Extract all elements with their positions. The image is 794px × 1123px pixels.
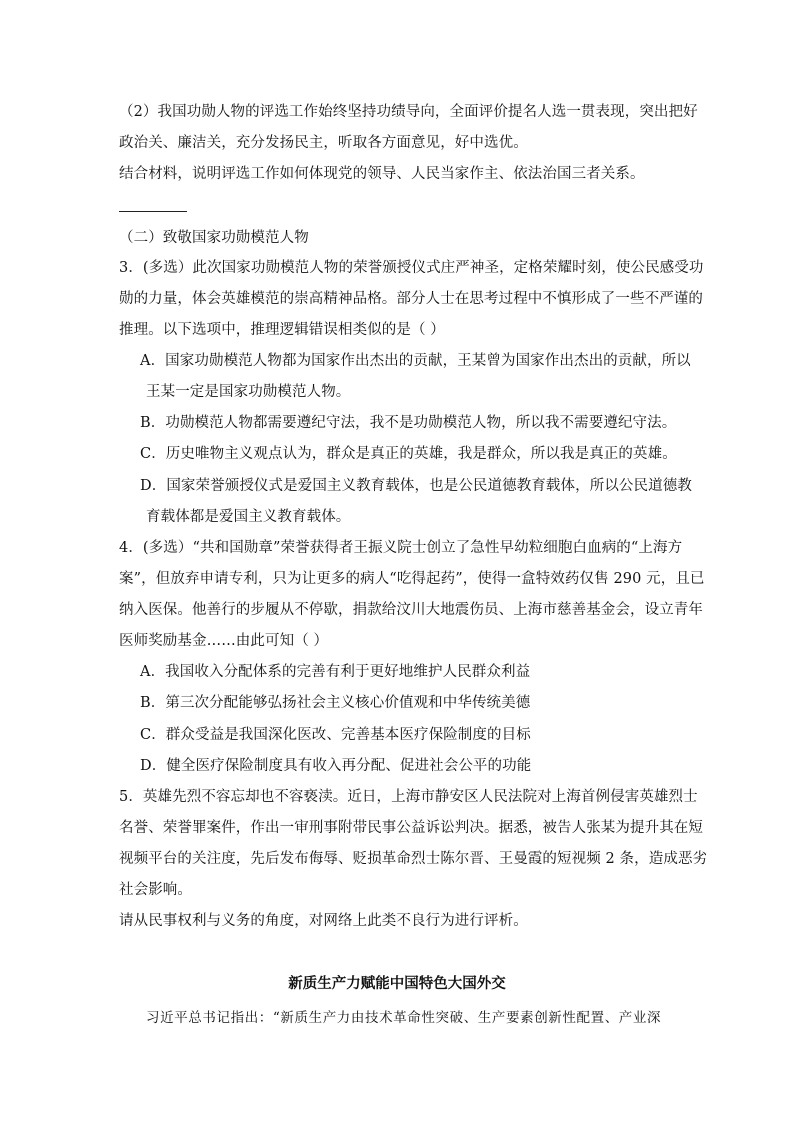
q4-option-d: D．健全医疗保险制度具有收入再分配、促进社会公平的功能 — [140, 758, 532, 774]
q3-option-c: C．历史唯物主义观点认为，群众是真正的英雄，我是群众，所以我是真正的英雄。 — [140, 446, 677, 462]
q5-question: 请从民事权利与义务的角度，对网络上此类不良行为进行评析。 — [119, 913, 528, 929]
q5-stem-3: 视频平台的关注度，先后发布侮辱、贬损革命烈士陈尔晋、王曼霞的短视频 2 条，造成恶劣 — [119, 851, 708, 867]
q3-stem-2: 勋的力量，体会英雄模范的崇高精神品格。部分人士在思考过程中不慎形成了一些不严谨的 — [119, 291, 703, 307]
q3-option-d-1: D．国家荣誉颁授仪式是爱国主义教育载体，也是公民道德教育载体，所以公民道德教 — [140, 478, 692, 494]
q2-line-1: （2）我国功勋人物的评选工作始终坚持功绩导向，全面评价提名人选一贯表现，突出把好 — [119, 104, 698, 120]
q5-stem-1: 5．英雄先烈不容忘却也不容亵渎。近日，上海市静安区人民法院对上海首例侵害英雄烈士 — [119, 789, 698, 805]
q4-option-a: A．我国收入分配体系的完善有利于更好地维护人民群众利益 — [140, 664, 531, 680]
q5-stem-2: 名誉、荣誉罪案件，作出一审刑事附带民事公益诉讼判决。据悉，被告人张某为提升其在短 — [119, 820, 703, 836]
q3-stem-3: 推理。以下选项中，推理逻辑错误相类似的是（ ） — [119, 322, 445, 338]
q4-stem-1: 4．(多选）“共和国勋章”荣誉获得者王振义院士创立了急性早幼粒细胞白血病的“上海方 — [119, 540, 683, 556]
q4-option-b: B．第三次分配能够弘扬社会主义核心价值观和中华传统美德 — [140, 695, 531, 711]
q3-option-a-1: A．国家功勋模范人物都为国家作出杰出的贡献，王某曾为国家作出杰出的贡献，所以 — [140, 353, 691, 369]
q4-option-c: C．群众受益是我国深化医改、完善基本医疗保险制度的目标 — [140, 727, 531, 743]
answer-blank-line — [119, 211, 187, 212]
q3-option-a-2: 王某一定是国家功勋模范人物。 — [146, 384, 351, 400]
q2-line-2: 政治关、廉洁关，充分发扬民主，听取各方面意见，好中选优。 — [119, 135, 528, 151]
article-title: 新质生产力赋能中国特色大国外交 — [288, 975, 506, 992]
q3-option-d-2: 育载体都是爱国主义教育载体。 — [146, 509, 351, 525]
section-heading: （二）致敬国家功勋模范人物 — [119, 230, 309, 246]
q4-stem-4: 医师奖励基金……由此可知（ ） — [119, 633, 329, 649]
q4-stem-3: 纳入医保。他善行的步履从不停歇，捐款给汶川大地震伤员、上海市慈善基金会，设立青年 — [119, 602, 703, 618]
q4-stem-2: 案”，但放弃申请专利，只为让更多的病人“吃得起药”，使得一盒特效药仅售 290 元，且已 — [119, 571, 705, 587]
q3-option-b: B．功勋模范人物都需要遵纪守法，我不是功勋模范人物，所以我不需要遵纪守法。 — [140, 415, 677, 431]
q2-question: 结合材料，说明评选工作如何体现党的领导、人民当家作主、依法治国三者关系。 — [119, 166, 645, 182]
article-line-1: 习近平总书记指出：“新质生产力由技术革命性突破、生产要素创新性配置、产业深 — [146, 1010, 662, 1026]
q5-stem-4: 社会影响。 — [119, 882, 192, 898]
q3-stem-1: 3．(多选）此次国家功勋模范人物的荣誉颁授仪式庄严神圣，定格荣耀时刻，使公民感受功 — [119, 260, 704, 276]
